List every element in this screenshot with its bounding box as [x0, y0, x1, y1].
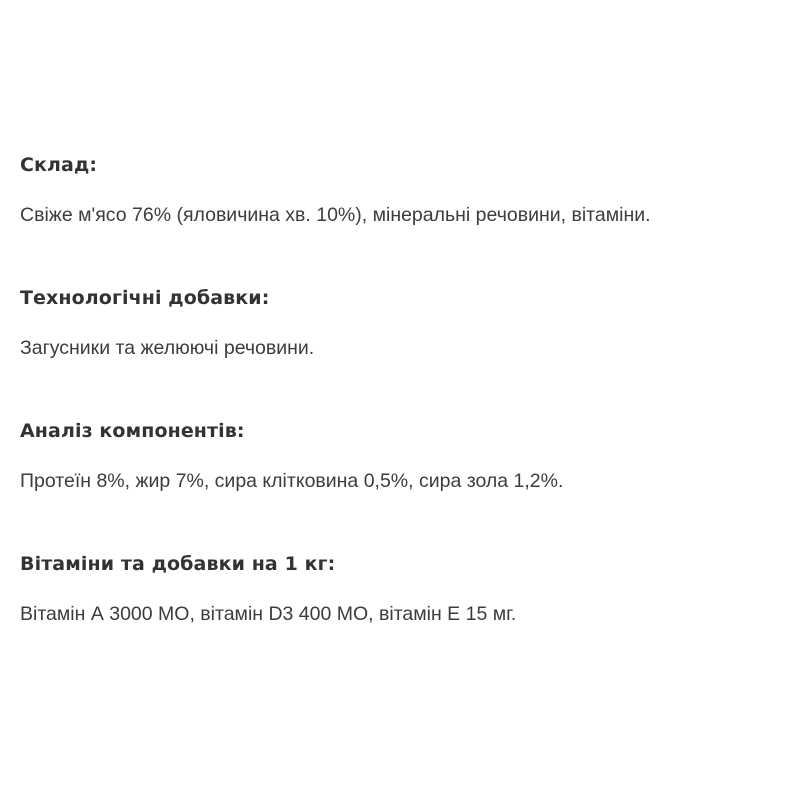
analytical-constituents-text: Протеїн 8%, жир 7%, сира клітковина 0,5%, сира зола 1,2%.	[20, 470, 564, 492]
vitamins-additives-text: Вітамін А 3000 МО, вітамін D3 400 МО, вітамін Е 15 мг.	[20, 603, 517, 625]
technological-additives-heading: Технологічні добавки:	[20, 287, 270, 309]
technological-additives-section	[20, 283, 790, 363]
composition-heading: Склад:	[20, 154, 98, 176]
analytical-constituents-heading: Аналіз компонентів:	[20, 420, 245, 442]
analytical-constituents-section	[20, 416, 790, 496]
product-composition	[20, 150, 790, 682]
composition-section	[20, 150, 790, 230]
vitamins-additives-heading: Вітаміни та добавки на 1 кг:	[20, 553, 336, 575]
composition-text: Свіже м'ясо 76% (яловичина хв. 10%), мінеральні речовини, вітаміни.	[20, 204, 651, 226]
vitamins-additives-section	[20, 549, 790, 629]
technological-additives-text: Загусники та желюючі речовини.	[20, 337, 315, 359]
